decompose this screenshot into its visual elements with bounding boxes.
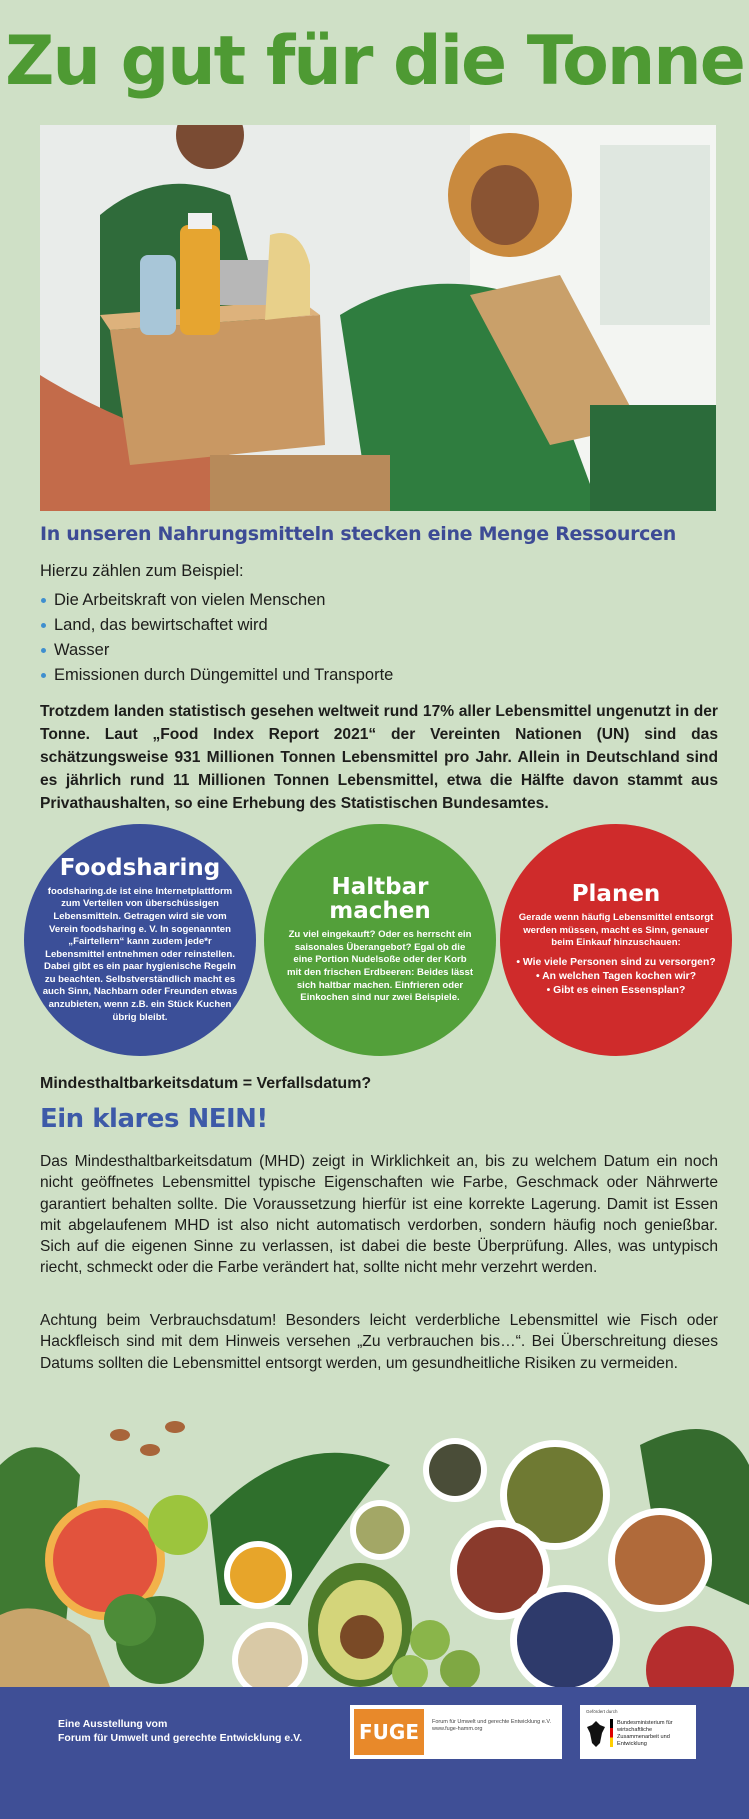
list-item: • An welchen Tagen kochen wir?: [535, 970, 697, 982]
list-item: Wasser: [40, 638, 393, 663]
list-item: Emissionen durch Düngemittel und Transporte: [40, 663, 393, 688]
bmz-logo-text: Bundesministerium für wirtschaftliche Zusammenarbeit und Entwicklung: [617, 1720, 673, 1747]
planen-title: Planen: [571, 881, 661, 908]
fuge-logo-text: Forum für Umwelt und gerechte Entwicklung e.V. www.fuge-hamm.org: [432, 1719, 552, 1732]
haltbar-text: Zu viel eingekauft? Oder es herrscht ein saisonales Überangebot? Egal ob die eine Portion Nudelsoße oder der Korb mit den frischen Erdbeeren: Beides lässt sich haltbar machen. Einfrieren oder Einkochen sind nur zwei Beispiele.: [286, 929, 474, 1004]
planen-text: Gerade wenn häufig Lebensmittel entsorgt werden müssen, macht es Sinn, genauer beim Einkauf hinzuschauen:: [518, 912, 714, 949]
bullet-icon: [41, 648, 46, 653]
food-photo: [0, 1405, 749, 1687]
fuge-logo: [350, 1705, 562, 1759]
subtitle: In unseren Nahrungsmitteln stecken eine Menge Ressourcen: [40, 523, 676, 545]
resource-list: [40, 588, 393, 688]
eagle-icon: [586, 1719, 606, 1749]
footer-credit: Eine Ausstellung vom Forum für Umwelt und gerechte Entwicklung e.V.: [58, 1718, 303, 1744]
german-flag-icon: [610, 1719, 613, 1747]
list-item: • Gibt es einen Essensplan?: [546, 984, 686, 996]
bmz-sponsor-label: Gefördert durch: [586, 1709, 618, 1714]
bullet-icon: [41, 598, 46, 603]
mhd-question: Mindesthaltbarkeitsdatum = Verfallsdatum?: [40, 1075, 372, 1092]
list-item: Die Arbeitskraft von vielen Menschen: [40, 588, 393, 613]
planen-questions: [516, 956, 715, 998]
footer: [0, 1687, 749, 1819]
mhd-answer-heading: Ein klares NEIN!: [40, 1104, 268, 1134]
foodsharing-circle: [24, 824, 256, 1056]
list-item: • Wie viele Personen sind zu versorgen?: [516, 956, 716, 968]
foodsharing-text: foodsharing.de ist eine Internetplattform zum Verteilen von überschüssigen Lebensmitteln. Getragen wird sie vom Verein foodsharing e. V. In sogenannten „Fairtellern“ kann zudem jede*r Lebensmittel entnehmen oder reinstellen. Dabei gibt es ein paar hygienische Regeln zu beachten. Selbstverständlich macht es auch Sinn, Nachbarn oder Freunden etwas anzubieten, wenn z.B. ein Stück Kuchen übrig bleibt.: [42, 885, 238, 1023]
bullet-icon: [41, 673, 46, 678]
intro-text: Hierzu zählen zum Beispiel:: [40, 562, 244, 580]
haltbar-title: Haltbar machen: [329, 874, 431, 925]
foodsharing-title: Foodsharing: [59, 854, 221, 881]
bmz-logo: [580, 1705, 696, 1759]
hero-photo: [40, 125, 716, 511]
mhd-paragraph: Das Mindesthaltbarkeitsdatum (MHD) zeigt in Wirklichkeit an, bis zu welchem Datum ein noch nicht geöffnetes Lebensmittel typische Eigenschaften wie Farbe, Geschmack oder Nährwerte garantiert behalten sollte. Die Voraussetzung hierfür ist eine korrekte Lagerung. Damit ist Essen mit abgelaufenem MHD ist also nicht automatisch verdorben, sondern häufig noch genießbar. Sich auf die eigenen Sinne zu verlassen, ist dabei die beste Überprüfung. Alles, was untypisch riecht, schmeckt oder die Farbe verändert hat, sollte nicht mehr verzehrt werden.: [40, 1153, 718, 1277]
bullet-icon: [41, 623, 46, 628]
poster-title: Zu gut für die Tonne: [5, 22, 744, 101]
list-item: Land, das bewirtschaftet wird: [40, 613, 393, 638]
haltbar-circle: [264, 824, 496, 1056]
verbrauchsdatum-paragraph: Achtung beim Verbrauchsdatum! Besonders leicht verderbliche Lebensmittel wie Fisch oder Hackfleisch sind mit dem Hinweis versehen „Zu verbrauchen bis…“. Bei Überschreitung dieses Datums sollten die Lebensmittel entsorgt werden, um gesundheitliche Risiken zu vermeiden.: [40, 1312, 718, 1372]
statistics-paragraph: Trotzdem landen statistisch gesehen weltweit rund 17% aller Lebensmittel ungenutzt in der Tonne. Laut „Food Index Report 2021“ der Vereinten Nationen (UN) sind das schätzungsweise 931 Millionen Tonnen Lebensmittel pro Jahr. Allein in Deutschland sind es jährlich rund 11 Millionen Tonnen Lebensmittel, etwa die Hälfte davon stammt aus Privathaushalten, so eine Erhebung des Statistischen Bundesamtes.: [40, 703, 718, 812]
fuge-logo-mark: FUGE: [354, 1709, 424, 1755]
planen-circle: [500, 824, 732, 1056]
